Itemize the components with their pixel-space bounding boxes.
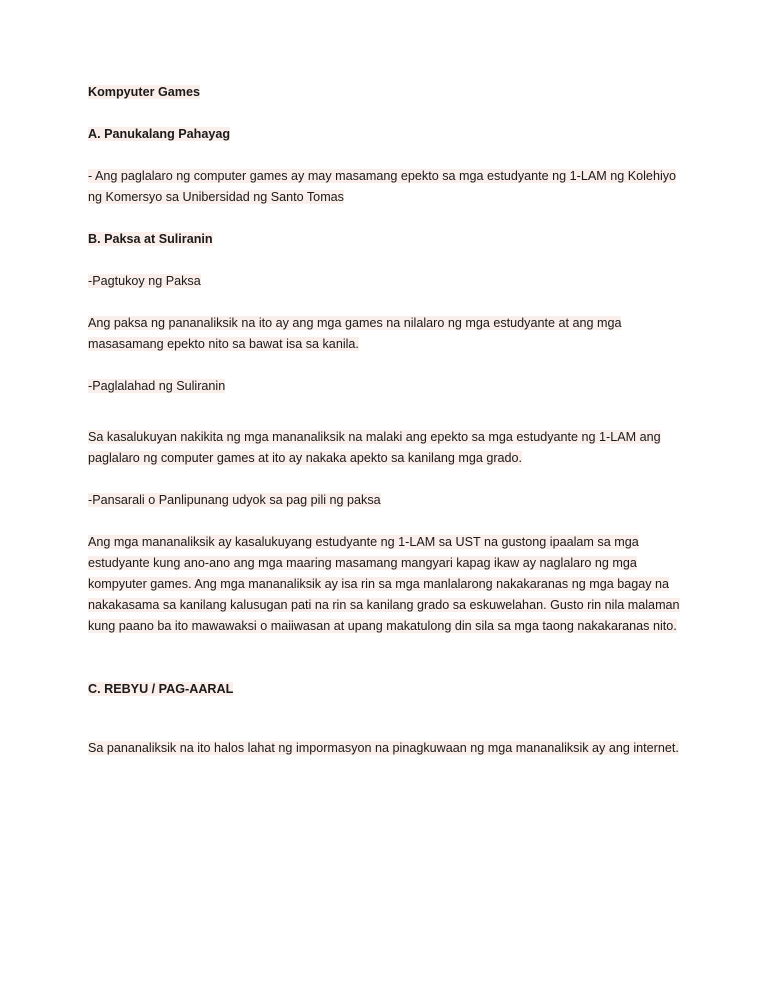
spacer	[88, 355, 688, 376]
spacer	[88, 103, 688, 124]
section-b-heading: B. Paksa at Suliranin	[88, 232, 213, 246]
spacer	[88, 208, 688, 229]
section-a-heading: A. Panukalang Pahayag	[88, 127, 231, 141]
spacer	[88, 250, 688, 271]
page-title: Kompyuter Games	[88, 85, 200, 99]
spacer	[88, 469, 688, 490]
paragraph-udyok: Ang mga mananaliksik ay kasalukuyang estudyante ng 1-LAM sa UST na gustong ipaalam sa mga estudyante kung ano-ano ang mga maaring masamang mangyari kapag ikaw ay naglalaro ng mga kompyuter games. Ang mga mananaliksik ay isa rin sa mga manlalarong nakakaranas ng mga bagay na nakakasama sa kanilang kalusugan pati na rin sa kanilang grado sa eskuwelahan. Gusto rin nila malaman kung paano ba ito mawawaksi o maiiwasan at upang makatulong din sila sa mga taong nakakaranas nito.	[88, 535, 680, 633]
spacer	[88, 700, 688, 738]
spacer	[88, 397, 688, 427]
spacer	[88, 145, 688, 166]
spacer	[88, 292, 688, 313]
spacer	[88, 511, 688, 532]
subheading-paglalahad-ng-suliranin: -Paglalahad ng Suliranin	[88, 379, 226, 393]
section-a-body: - Ang paglalaro ng computer games ay may masamang epekto sa mga estudyante ng 1-LAM ng Kolehiyo ng Komersyo sa Unibersidad ng Santo Tomas	[88, 169, 677, 204]
subheading-udyok-sa-pagpili-ng-paksa: -Pansarali o Panlipunang udyok sa pag pili ng paksa	[88, 493, 381, 507]
subheading-pagtukoy-ng-paksa: -Pagtukoy ng Paksa	[88, 274, 201, 288]
section-c-body: Sa pananaliksik na ito halos lahat ng impormasyon na pinagkuwaan ng mga mananaliksik ay ang internet.	[88, 741, 679, 755]
section-c-heading: C. REBYU / PAG-AARAL	[88, 682, 234, 696]
document-body	[88, 82, 688, 759]
spacer	[88, 637, 688, 679]
paragraph-suliranin: Sa kasalukuyan nakikita ng mga mananaliksik na malaki ang epekto sa mga estudyante ng 1-LAM ang paglalaro ng computer games at ito ay nakaka apekto sa kanilang mga grado.	[88, 430, 661, 465]
paragraph-paksa: Ang paksa ng pananaliksik na ito ay ang mga games na nilalaro ng mga estudyante at ang mga masasamang epekto nito sa bawat isa sa kanila.	[88, 316, 622, 351]
